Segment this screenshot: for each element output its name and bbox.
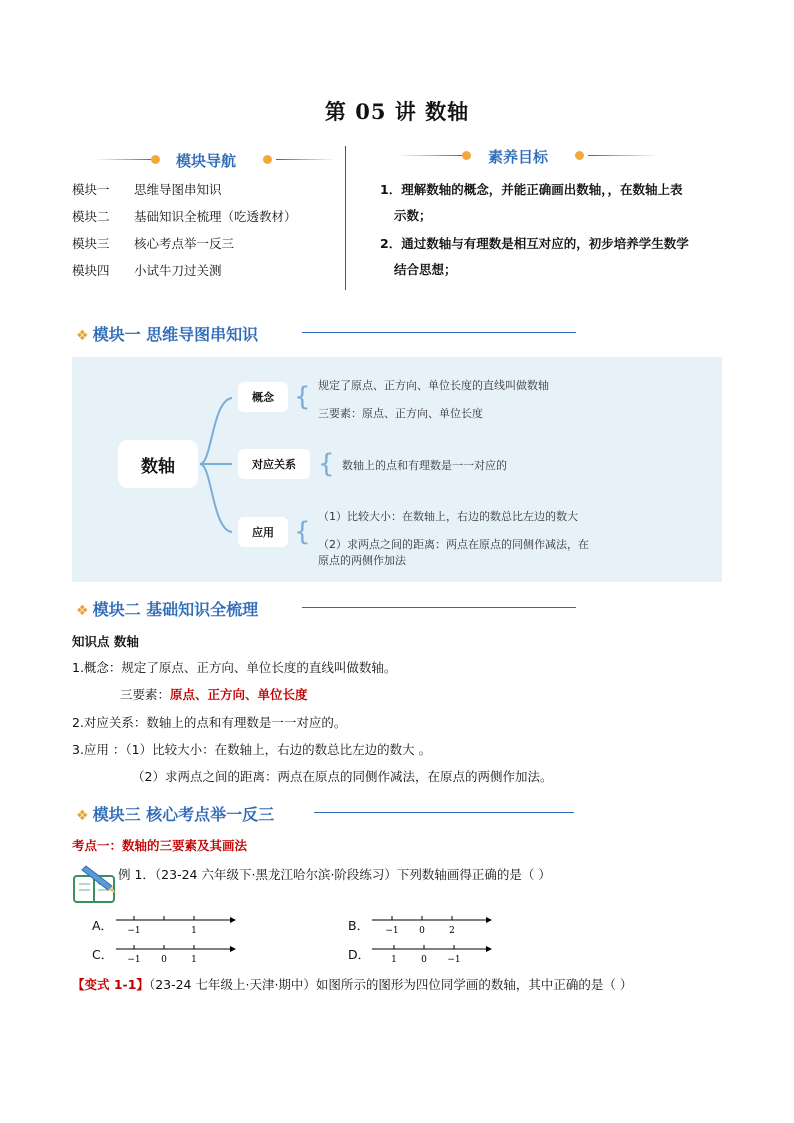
option-c-number-line — [114, 941, 238, 967]
example-1-text: 例 1．（23-24 六年级下·黑龙江哈尔滨·阶段练习）下列数轴画得正确的是（ ） — [118, 867, 551, 882]
mindmap-leaf: （2）求两点之间的距离：两点在原点的同侧作减法，在 — [318, 538, 589, 551]
goals-heading: 素养目标 — [488, 148, 549, 166]
nav-heading-line-right — [276, 159, 336, 160]
knowledge-three-elements: 三要素：原点、正方向、单位长度 — [120, 687, 308, 702]
section-2-heading: ❖ 模块二 基础知识全梳理 — [76, 600, 259, 619]
knowledge-relation: 2.对应关系：数轴上的点和有理数是一一对应的。 — [72, 715, 347, 730]
section-1-heading: ❖ 模块一 思维导图串知识 — [76, 325, 259, 344]
nav-item-4[interactable]: 模块四 小试牛刀过关测 — [72, 263, 222, 278]
tick-label: 1 — [391, 955, 397, 965]
knowledge-concept: 1.概念：规定了原点、正方向、单位长度的直线叫做数轴。 — [72, 660, 397, 675]
nav-heading: 模块导航 — [176, 152, 237, 170]
nav-item-3[interactable]: 模块三 核心考点举一反三 — [72, 236, 235, 251]
knowledge-apply-1: 3.应用 ：（1）比较大小：在数轴上，右边的数总比左边的数大 。 — [72, 742, 432, 757]
nav-heading-dot — [151, 155, 160, 164]
mindmap-node-apply: 应用 — [238, 517, 288, 547]
variant-1-1: 【变式 1-1】（23-24 七年级上·天津·期中）如图所示的图形为四位同学画的数轴，其中正确的是（ ） — [72, 977, 633, 992]
tick-label: −1 — [127, 955, 141, 965]
tick-label: −1 — [127, 926, 141, 936]
column-divider — [345, 146, 346, 290]
mindmap-root: 数轴 — [118, 440, 198, 488]
goal-2: 2．通过数轴与有理数是相互对应的，初步培养学生数学 结合思想； — [380, 236, 689, 277]
goals-heading-line-left — [396, 155, 466, 156]
option-b-letter[interactable]: B． — [348, 918, 370, 933]
mindmap-brace: { — [294, 517, 311, 547]
section-3-rule — [314, 812, 574, 813]
tick-label: −1 — [385, 926, 399, 936]
page-title: 第 05 讲 数轴 — [324, 99, 470, 124]
section-3-heading: ❖ 模块三 核心考点举一反三 — [76, 805, 275, 824]
mindmap-leaf: 规定了原点、正方向、单位长度的直线叫做数轴 — [318, 379, 549, 392]
mindmap-leaf: 数轴上的点和有理数是一一对应的 — [342, 459, 507, 472]
variant-tag: 【变式 1-1】 — [72, 977, 149, 992]
option-c-letter[interactable]: C． — [92, 947, 114, 962]
mindmap-node-concept: 概念 — [238, 382, 288, 412]
mindmap-leaf: （1）比较大小：在数轴上，右边的数总比左边的数大 — [318, 510, 578, 523]
section-1-rule — [302, 332, 576, 333]
nav-item-1[interactable]: 模块一 思维导图串知识 — [72, 182, 222, 197]
mindmap-brace: { — [318, 449, 335, 479]
goals-heading-dot-right — [575, 151, 584, 160]
book-pencil-icon — [72, 864, 118, 906]
mindmap-leaf: 三要素：原点、正方向、单位长度 — [318, 407, 483, 420]
section-2-rule — [302, 607, 576, 608]
mindmap-node-relation: 对应关系 — [238, 449, 310, 479]
goals-heading-dot — [462, 151, 471, 160]
option-b-number-line — [370, 912, 494, 938]
goals-heading-line-right — [588, 155, 658, 156]
option-d-number-line — [370, 941, 494, 967]
point-1-title: 考点一：数轴的三要素及其画法 — [72, 838, 248, 853]
knowledge-heading: 知识点 数轴 — [72, 634, 139, 649]
option-a-letter[interactable]: A． — [92, 918, 114, 933]
tick-label: 1 — [191, 955, 197, 965]
nav-heading-line-left — [95, 159, 155, 160]
tick-label: 0 — [419, 926, 425, 936]
option-d-letter[interactable]: D． — [348, 947, 371, 962]
mindmap-leaf: 原点的两侧作加法 — [318, 554, 406, 567]
nav-item-2[interactable]: 模块二 基础知识全梳理（吃透教材） — [72, 209, 297, 224]
option-a-number-line — [114, 912, 238, 938]
tick-label: 2 — [449, 926, 455, 936]
diamond-icon: ❖ — [76, 603, 89, 619]
diamond-icon: ❖ — [76, 808, 89, 824]
tick-label: 0 — [161, 955, 167, 965]
nav-heading-dot-right — [263, 155, 272, 164]
mindmap-brace: { — [294, 382, 311, 412]
tick-label: −1 — [447, 955, 461, 965]
diamond-icon: ❖ — [76, 328, 89, 344]
tick-label: 1 — [191, 926, 197, 936]
tick-label: 0 — [421, 955, 427, 965]
knowledge-apply-2: （2）求两点之间的距离：两点在原点的同侧作减法，在原点的两侧作加法。 — [132, 769, 553, 784]
goal-1: 1．理解数轴的概念，并能正确画出数轴，，在数轴上表 示数； — [380, 182, 683, 223]
